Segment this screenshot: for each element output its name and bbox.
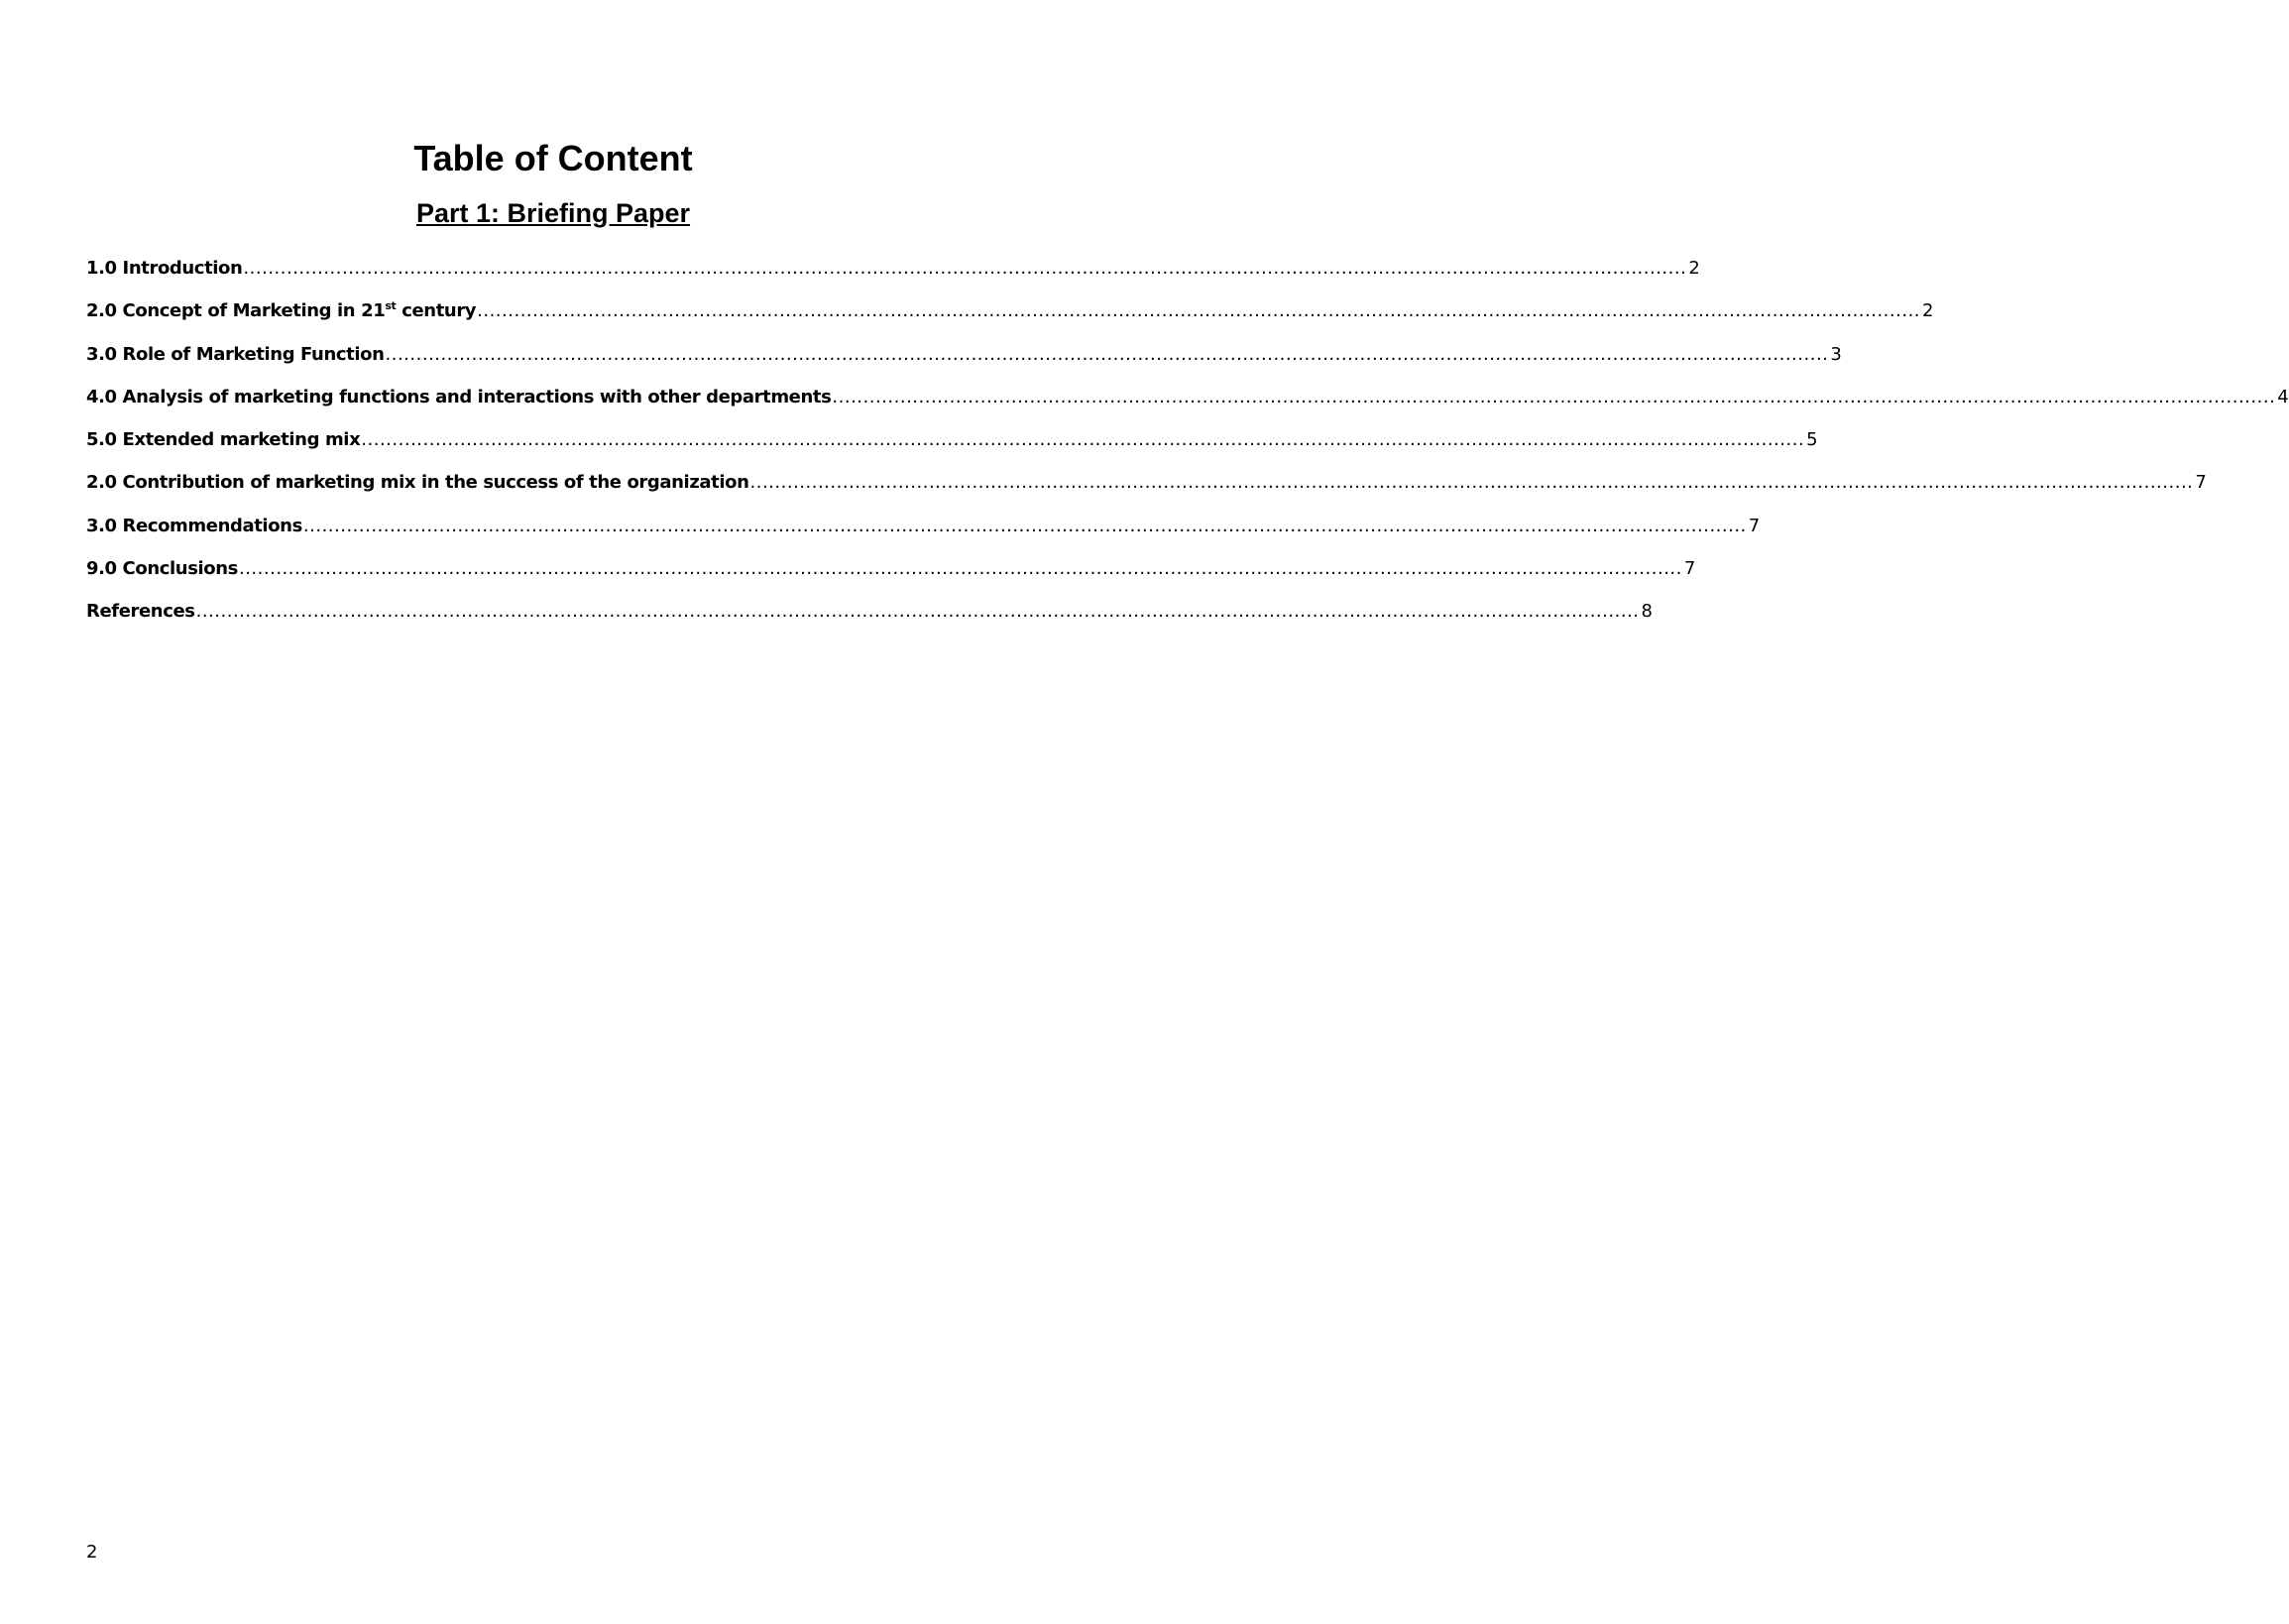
toc-entry-conclusions[interactable] [86,556,1696,599]
toc-dot-leader: .......................................................................................................................................................................................................................................... [361,429,1805,451]
toc-entry-references[interactable] [86,599,1653,641]
toc-dot-leader: .......................................................................................................................................................................................................................................... [238,558,1682,580]
toc-entry-page-number: 7 [1748,515,1761,536]
toc-dot-leader: .......................................................................................................................................................................................................................................... [243,258,1687,279]
toc-entry-analysis-of-marketing[interactable] [86,385,2289,427]
table-of-contents [86,256,2289,642]
toc-entry-page-number: 7 [1683,558,1696,580]
toc-entry-title: References [86,601,195,623]
toc-entry-label [86,298,476,324]
toc-entry-page-number: 3 [1830,343,1842,365]
toc-entry-role-of-marketing[interactable] [86,342,1842,385]
toc-entry-concept-of-marketing[interactable] [86,298,1934,341]
toc-entry-label [86,427,360,453]
toc-entry-page-number: 5 [1806,429,1818,451]
toc-entry-extended-marketing-mix[interactable] [86,427,1818,470]
toc-dot-leader: .......................................................................................................................................................................................................................................... [302,515,1747,536]
toc-entry-label [86,514,302,539]
toc-dot-leader: .......................................................................................................................................................................................................................................... [195,601,1640,623]
toc-entry-recommendations[interactable] [86,514,1761,556]
toc-entry-title: 3.0 Recommendations [86,515,302,536]
toc-dot-leader: .......................................................................................................................................................................................................................................... [477,300,1921,322]
toc-entry-label [86,385,831,410]
toc-entry-title: 2.0 Concept of Marketing in 21 [86,300,386,322]
document-title: Table of Content [413,138,693,178]
toc-entry-title: 2.0 Contribution of marketing mix in the success of the organization [86,472,749,494]
toc-entry-page-number: 2 [1688,258,1700,279]
toc-entry-page-number: 8 [1641,601,1653,623]
toc-dot-leader: .......................................................................................................................................................................................................................................... [749,472,2194,494]
toc-entry-label [86,556,238,582]
toc-entry-title-suffix: century [396,300,477,322]
toc-entry-superscript: st [385,299,397,313]
page-number: 2 [86,1542,98,1563]
toc-dot-leader: .......................................................................................................................................................................................................................................... [385,343,1829,365]
toc-entry-label [86,470,749,496]
toc-entry-title: 9.0 Conclusions [86,558,238,580]
toc-entry-title: 3.0 Role of Marketing Function [86,343,385,365]
toc-entry-page-number: 2 [1922,300,1934,322]
document-subtitle: Part 1: Briefing Paper [415,198,691,228]
toc-entry-page-number: 4 [2277,386,2289,407]
toc-entry-page-number: 7 [2195,472,2207,494]
toc-entry-contribution-of-marketing-mix[interactable] [86,470,2207,513]
toc-entry-label [86,342,385,368]
toc-entry-label [86,599,195,625]
toc-entry-introduction[interactable] [86,256,1700,298]
toc-entry-title: 5.0 Extended marketing mix [86,429,361,451]
toc-entry-label [86,256,242,282]
toc-entry-title: 1.0 Introduction [86,258,243,279]
toc-dot-leader: .......................................................................................................................................................................................................................................... [832,386,2276,407]
toc-entry-title: 4.0 Analysis of marketing functions and interactions with other departments [86,386,832,407]
